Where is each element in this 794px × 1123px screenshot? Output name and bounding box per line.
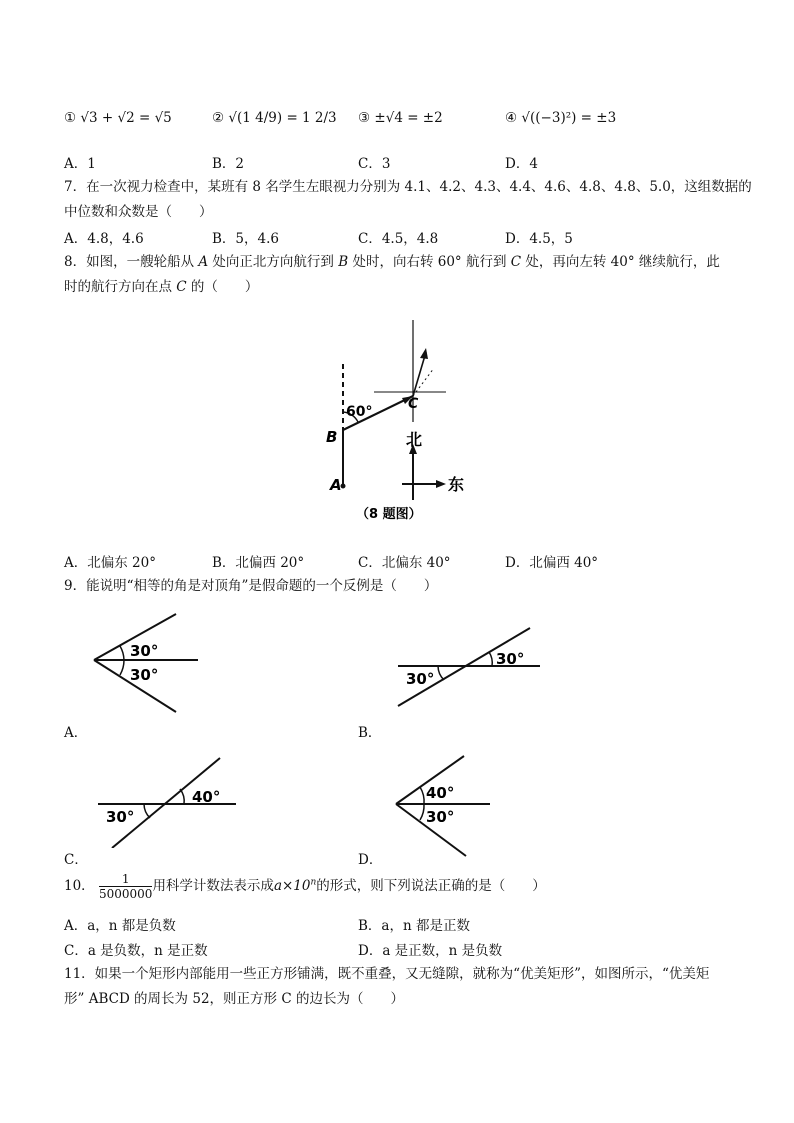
q6-item-2-marker: ②: [212, 110, 225, 126]
q8-option-d[interactable]: D．北偏西 40°: [505, 555, 599, 571]
q7-stem-line2: 中位数和众数是（ ）: [64, 204, 213, 220]
q10-fraction: [99, 872, 152, 901]
q9-figure-d: [390, 752, 500, 862]
q6-item-4-marker: ④: [505, 110, 518, 126]
q6-item-3: [358, 110, 443, 126]
q9-c-angle-left: 30°: [106, 808, 135, 826]
q8-point-b: B: [338, 254, 349, 270]
q11-stem-line1: 11．如果一个矩形内部能用一些正方形铺满，既不重叠，又无缝隙，就称为“优美矩形”，如图所示，“优美矩: [64, 966, 710, 982]
q8-navigation-figure: [310, 312, 490, 532]
q8-point-c: C: [510, 254, 522, 270]
q10-text-b: 的形式，则下列说法正确的是（ ）: [316, 878, 546, 894]
q8-fig-label-a: A: [330, 476, 342, 494]
q9-option-a[interactable]: A．: [64, 725, 88, 741]
q9-option-b[interactable]: B．: [358, 725, 382, 741]
q8-stem-line1: [64, 252, 720, 272]
q6-item-3-expr: ±√4 = ±2: [374, 110, 443, 126]
q8-stem-line2: [64, 277, 258, 297]
q7-option-b[interactable]: B．5，4.6: [212, 231, 279, 247]
q6-item-4-expr: √((−3)²) = ±3: [521, 110, 617, 126]
q10-fraction-numerator: 1: [99, 872, 152, 887]
q6-item-1: [64, 110, 172, 126]
q6-item-4: [505, 110, 616, 126]
q7-stem-line1: 7．在一次视力检查中，某班有 8 名学生左眼视力分别为 4.1、4.2、4.3、4.4、4.6、4.8、4.8、5.0，这组数据的: [64, 179, 752, 195]
q11-stem-line2: 形” ABCD 的周长为 52，则正方形 C 的边长为（ ）: [64, 991, 404, 1007]
q8-text-1d: 处，再向左转 40° 继续航行，此: [521, 254, 720, 270]
q9-b-angle-left: 30°: [406, 670, 435, 688]
q6-option-d[interactable]: D．4: [505, 156, 538, 172]
q10-option-c[interactable]: C．a 是负数，n 是正数: [64, 943, 208, 959]
q9-stem: 9．能说明“相等的角是对顶角”是假命题的一个反例是（ ）: [64, 578, 438, 594]
q9-d-angle-bottom: 30°: [426, 808, 455, 826]
q9-b-angle-right: 30°: [496, 650, 525, 668]
q6-item-3-marker: ③: [358, 110, 371, 126]
q9-option-d[interactable]: D．: [358, 852, 383, 868]
q10-option-a[interactable]: A．a，n 都是负数: [64, 918, 176, 934]
q10-option-d[interactable]: D．a 是正数，n 是负数: [358, 943, 503, 959]
q6-item-2-expr: √(1 4/9) = 1 2/3: [228, 110, 337, 126]
q8-point-c-2: C: [176, 279, 187, 295]
q8-text-1c: 处时，向右转 60° 航行到: [348, 254, 511, 270]
q7-option-a[interactable]: A．4.8，4.6: [64, 231, 144, 247]
q8-option-a[interactable]: A．北偏东 20°: [64, 555, 156, 571]
q10-expr: a×10: [273, 878, 311, 894]
q8-fig-label-c: C: [408, 396, 419, 412]
q9-a-angle-bottom: 30°: [130, 666, 159, 684]
q8-fig-east-label: 东: [448, 475, 465, 494]
q8-option-c[interactable]: C．北偏东 40°: [358, 555, 451, 571]
q9-figure-b: [392, 618, 552, 710]
q8-text-1a: 8．如图，一艘轮船从: [64, 254, 199, 270]
q8-fig-label-b: B: [326, 428, 338, 446]
q10-exponent: n: [310, 877, 317, 888]
q9-d-angle-top: 40°: [426, 784, 455, 802]
q6-item-1-expr: √3 + √2 = √5: [80, 110, 172, 126]
q6-item-2: [212, 110, 337, 126]
q9-c-angle-right: 40°: [192, 788, 221, 806]
q10-number: 10．: [64, 878, 95, 894]
q8-text-2a: 时的航行方向在点: [64, 279, 177, 295]
q10-text-a: 用科学计数法表示成: [152, 878, 274, 894]
q9-figure-c: [94, 756, 244, 848]
q10-option-b[interactable]: B．a，n 都是正数: [358, 918, 470, 934]
q6-option-b[interactable]: B．2: [212, 156, 245, 172]
q6-option-a[interactable]: A．1: [64, 156, 96, 172]
q8-text-1b: 处向正北方向航行到: [208, 254, 339, 270]
q8-point-a: A: [198, 254, 209, 270]
q9-a-angle-top: 30°: [130, 642, 159, 660]
q10-fraction-denominator: 5000000: [98, 887, 153, 901]
q10-stem: [64, 872, 546, 901]
q6-option-c[interactable]: C．3: [358, 156, 391, 172]
q8-fig-caption: （8 题图）: [356, 507, 422, 522]
q8-fig-angle-60: 60°: [346, 404, 373, 420]
q9-figure-a: [86, 608, 216, 718]
q7-option-c[interactable]: C．4.5，4.8: [358, 231, 439, 247]
q6-item-1-marker: ①: [64, 110, 77, 126]
q8-text-2b: 的（ ）: [186, 279, 259, 295]
q7-option-d[interactable]: D．4.5，5: [505, 231, 573, 247]
q8-fig-north-label: 北: [406, 430, 423, 449]
q9-option-c[interactable]: C．: [64, 852, 88, 868]
q8-option-b[interactable]: B．北偏西 20°: [212, 555, 305, 571]
